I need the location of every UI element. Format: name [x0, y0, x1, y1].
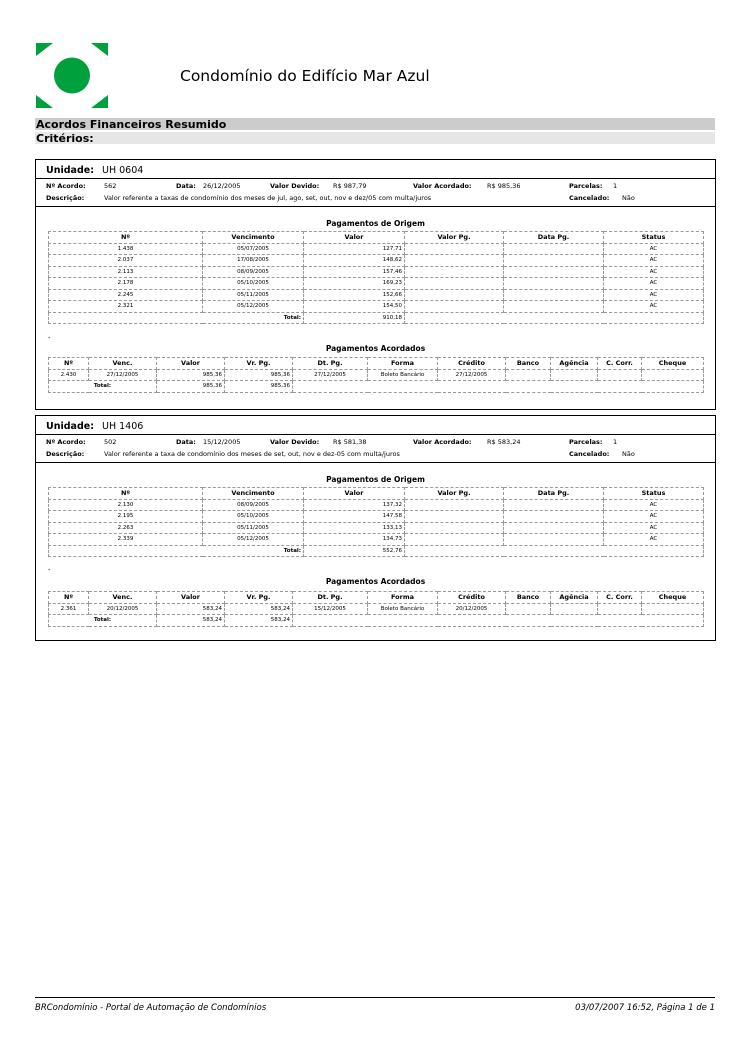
- table-cell: 985,36: [157, 369, 225, 381]
- agreement-number-label: Nº Acordo:: [46, 438, 86, 446]
- table-cell: [405, 301, 504, 313]
- table-cell: [405, 545, 704, 557]
- agreement-date: 15/12/2005: [203, 438, 241, 446]
- description: Valor referente a taxa de condomínio dos meses de set, out, nov e dez-05 com multa/juros: [104, 450, 400, 458]
- table-cell: 08/09/2005: [203, 266, 304, 278]
- table-cell: 2.195: [49, 511, 203, 523]
- table-row: [49, 301, 704, 313]
- column-header: Data Pg.: [504, 232, 604, 244]
- column-header: Nº: [49, 358, 89, 370]
- description: Valor referente a taxas de condomínio dos meses de jul, ago, set, out, nov e dez/05 com multa/juros: [104, 194, 432, 202]
- table-cell: AC: [604, 255, 704, 267]
- table-cell: [405, 278, 504, 290]
- footer-divider: [35, 997, 715, 998]
- table-cell: 2.263: [49, 522, 203, 534]
- table-cell: 134,73: [304, 534, 405, 546]
- table-cell: 583,24: [157, 603, 225, 615]
- total-value: 985,36: [157, 381, 225, 393]
- criteria-label: Critérios:: [36, 132, 94, 145]
- amount-due: R$ 581,38: [333, 438, 367, 446]
- table-cell: 05/07/2005: [203, 243, 304, 255]
- table-cell: 2.178: [49, 278, 203, 290]
- column-header: Agência: [551, 592, 598, 604]
- unit-value: UH 0604: [102, 165, 144, 176]
- installments-label: Parcelas:: [569, 438, 603, 446]
- separator-dash: -: [48, 334, 51, 342]
- amount-due-label: Valor Devido:: [270, 182, 320, 190]
- table-cell: [405, 522, 504, 534]
- table-cell: [405, 255, 504, 267]
- condominio-logo: [36, 43, 108, 108]
- table-cell: [504, 278, 604, 290]
- table-cell: Boleto Bancário: [368, 369, 438, 381]
- table-cell: [405, 266, 504, 278]
- table-cell: 20/12/2005: [438, 603, 506, 615]
- installments: 1: [613, 182, 618, 190]
- table-cell: [293, 381, 704, 393]
- column-header: C. Corr.: [598, 592, 642, 604]
- table-cell: [405, 289, 504, 301]
- column-header: Vr. Pg.: [225, 592, 293, 604]
- amount-due-label: Valor Devido:: [270, 438, 320, 446]
- table-cell: 152,66: [304, 289, 405, 301]
- table-cell: 05/11/2005: [203, 289, 304, 301]
- column-header: Forma: [368, 592, 438, 604]
- column-header: Venc.: [89, 358, 157, 370]
- table-cell: 05/10/2005: [203, 511, 304, 523]
- table-cell: [293, 615, 704, 627]
- table-row: [49, 278, 704, 290]
- table-row: [49, 499, 704, 511]
- table-cell: 169,23: [304, 278, 405, 290]
- table-header-row: [49, 488, 704, 500]
- table-cell: 2.130: [49, 499, 203, 511]
- agreed-amount: R$ 985,36: [487, 182, 521, 190]
- column-header: Agência: [551, 358, 598, 370]
- table-header-row: [49, 358, 704, 370]
- cancelled-label: Cancelado:: [569, 450, 610, 458]
- unit-value: UH 1406: [102, 421, 144, 432]
- total-label: Total:: [49, 381, 157, 393]
- unit-label: Unidade:: [46, 165, 94, 176]
- table-header-row: [49, 592, 704, 604]
- date-label: Data:: [176, 182, 196, 190]
- table-cell: 2.430: [49, 369, 89, 381]
- table-cell: [504, 255, 604, 267]
- cancelled: Não: [622, 450, 635, 458]
- table-cell: [598, 369, 642, 381]
- table-cell: [551, 369, 598, 381]
- table-cell: 127,71: [304, 243, 405, 255]
- column-header: Valor Pg.: [405, 488, 504, 500]
- column-header: Cheque: [642, 592, 704, 604]
- column-header: Venc.: [89, 592, 157, 604]
- origin-payments-title: Pagamentos de Origem: [326, 219, 425, 228]
- table-cell: 2.113: [49, 266, 203, 278]
- table-cell: 05/10/2005: [203, 278, 304, 290]
- table-cell: 05/12/2005: [203, 534, 304, 546]
- agreed-payments-table: [48, 357, 704, 393]
- table-cell: AC: [604, 301, 704, 313]
- column-header: Crédito: [438, 358, 506, 370]
- column-header: Crédito: [438, 592, 506, 604]
- installments: 1: [613, 438, 618, 446]
- column-header: Vr. Pg.: [225, 358, 293, 370]
- table-cell: [642, 369, 704, 381]
- unit-header: [36, 416, 715, 435]
- report-title-bar: [35, 118, 715, 130]
- table-cell: 05/12/2005: [203, 301, 304, 313]
- report-title: Acordos Financeiros Resumido: [36, 118, 227, 131]
- column-header: Forma: [368, 358, 438, 370]
- total-label: Total:: [49, 545, 304, 557]
- total-paid: 985,36: [225, 381, 293, 393]
- table-cell: [504, 289, 604, 301]
- footer-portal-name: BRCondomínio - Portal de Automação de Condomínios: [35, 1003, 267, 1013]
- table-cell: 05/11/2005: [203, 522, 304, 534]
- agreed-payments-title: Pagamentos Acordados: [325, 344, 426, 353]
- table-cell: 147,58: [304, 511, 405, 523]
- table-row: [49, 511, 704, 523]
- column-header: Nº: [49, 232, 203, 244]
- table-cell: 15/12/2005: [293, 603, 368, 615]
- column-header: Nº: [49, 592, 89, 604]
- total-value: 552,76: [304, 545, 405, 557]
- table-cell: [405, 534, 504, 546]
- table-cell: 157,46: [304, 266, 405, 278]
- column-header: Vencimento: [203, 488, 304, 500]
- total-row: [49, 615, 704, 627]
- footer-page-info: 03/07/2007 16:52, Página 1 de 1: [575, 1003, 715, 1013]
- total-value: 910,18: [304, 312, 405, 324]
- table-cell: [405, 511, 504, 523]
- amount-due: R$ 987,79: [333, 182, 367, 190]
- table-cell: 27/12/2005: [293, 369, 368, 381]
- table-cell: AC: [604, 243, 704, 255]
- table-cell: [504, 266, 604, 278]
- table-cell: 2.321: [49, 301, 203, 313]
- table-cell: 27/12/2005: [438, 369, 506, 381]
- table-cell: 08/09/2005: [203, 499, 304, 511]
- table-row: [49, 369, 704, 381]
- table-cell: 2.245: [49, 289, 203, 301]
- total-value: 583,24: [157, 615, 225, 627]
- column-header: Data Pg.: [504, 488, 604, 500]
- table-cell: [598, 603, 642, 615]
- unit-block: [35, 159, 716, 410]
- agreed-amount: R$ 583,24: [487, 438, 521, 446]
- table-cell: 2.037: [49, 255, 203, 267]
- column-header: Valor: [304, 488, 405, 500]
- table-cell: 154,50: [304, 301, 405, 313]
- table-cell: [504, 522, 604, 534]
- agreement-date: 26/12/2005: [203, 182, 241, 190]
- table-row: [49, 243, 704, 255]
- table-row: [49, 255, 704, 267]
- column-header: Nº: [49, 488, 203, 500]
- table-cell: Boleto Bancário: [368, 603, 438, 615]
- column-header: Valor: [157, 592, 225, 604]
- column-header: Valor Pg.: [405, 232, 504, 244]
- agreement-info: [36, 179, 715, 207]
- table-row: [49, 289, 704, 301]
- criteria-bar: [35, 132, 715, 144]
- agreed-payments-table: [48, 591, 704, 627]
- origin-payments-title: Pagamentos de Origem: [326, 475, 425, 484]
- date-label: Data:: [176, 438, 196, 446]
- column-header: Valor: [304, 232, 405, 244]
- table-cell: [405, 312, 704, 324]
- origin-payments-table: [48, 487, 704, 557]
- column-header: Banco: [506, 358, 551, 370]
- total-label: Total:: [49, 312, 304, 324]
- installments-label: Parcelas:: [569, 182, 603, 190]
- total-row: [49, 312, 704, 324]
- table-cell: [504, 534, 604, 546]
- table-cell: AC: [604, 266, 704, 278]
- table-cell: [504, 499, 604, 511]
- cancelled-label: Cancelado:: [569, 194, 610, 202]
- table-cell: AC: [604, 511, 704, 523]
- table-cell: [506, 603, 551, 615]
- column-header: Dt. Pg.: [293, 592, 368, 604]
- table-cell: 1.438: [49, 243, 203, 255]
- page-title: Condomínio do Edifício Mar Azul: [180, 67, 430, 85]
- unit-block: [35, 415, 716, 641]
- table-cell: 2.339: [49, 534, 203, 546]
- table-cell: 148,62: [304, 255, 405, 267]
- table-cell: 583,24: [225, 603, 293, 615]
- table-row: [49, 522, 704, 534]
- total-paid: 583,24: [225, 615, 293, 627]
- table-cell: [405, 499, 504, 511]
- column-header: Banco: [506, 592, 551, 604]
- table-cell: AC: [604, 289, 704, 301]
- table-cell: AC: [604, 499, 704, 511]
- column-header: Valor: [157, 358, 225, 370]
- table-cell: [506, 369, 551, 381]
- unit-header: [36, 160, 715, 179]
- table-cell: [504, 301, 604, 313]
- table-cell: [504, 243, 604, 255]
- column-header: Status: [604, 232, 704, 244]
- cancelled: Não: [622, 194, 635, 202]
- agreed-payments-title: Pagamentos Acordados: [325, 577, 426, 586]
- description-label: Descrição:: [46, 450, 85, 458]
- description-label: Descrição:: [46, 194, 85, 202]
- separator-dash: -: [48, 566, 51, 574]
- column-header: Cheque: [642, 358, 704, 370]
- table-cell: 2.361: [49, 603, 89, 615]
- agreement-number: 502: [104, 438, 117, 446]
- table-cell: AC: [604, 278, 704, 290]
- table-cell: 133,13: [304, 522, 405, 534]
- table-cell: 20/12/2005: [89, 603, 157, 615]
- agreed-amount-label: Valor Acordado:: [413, 182, 472, 190]
- agreement-number: 562: [104, 182, 117, 190]
- table-cell: AC: [604, 534, 704, 546]
- total-label: Total:: [49, 615, 157, 627]
- table-cell: 17/08/2005: [203, 255, 304, 267]
- table-cell: [504, 511, 604, 523]
- table-cell: [405, 243, 504, 255]
- table-cell: [642, 603, 704, 615]
- agreement-info: [36, 435, 715, 463]
- column-header: Status: [604, 488, 704, 500]
- table-row: [49, 534, 704, 546]
- origin-payments-table: [48, 231, 704, 324]
- unit-label: Unidade:: [46, 421, 94, 432]
- agreement-number-label: Nº Acordo:: [46, 182, 86, 190]
- total-row: [49, 545, 704, 557]
- table-row: [49, 266, 704, 278]
- table-cell: [551, 603, 598, 615]
- table-cell: AC: [604, 522, 704, 534]
- total-row: [49, 381, 704, 393]
- table-header-row: [49, 232, 704, 244]
- table-cell: 985,36: [225, 369, 293, 381]
- table-cell: 137,32: [304, 499, 405, 511]
- agreed-amount-label: Valor Acordado:: [413, 438, 472, 446]
- column-header: Dt. Pg.: [293, 358, 368, 370]
- table-cell: 27/12/2005: [89, 369, 157, 381]
- column-header: C. Corr.: [598, 358, 642, 370]
- table-row: [49, 603, 704, 615]
- column-header: Vencimento: [203, 232, 304, 244]
